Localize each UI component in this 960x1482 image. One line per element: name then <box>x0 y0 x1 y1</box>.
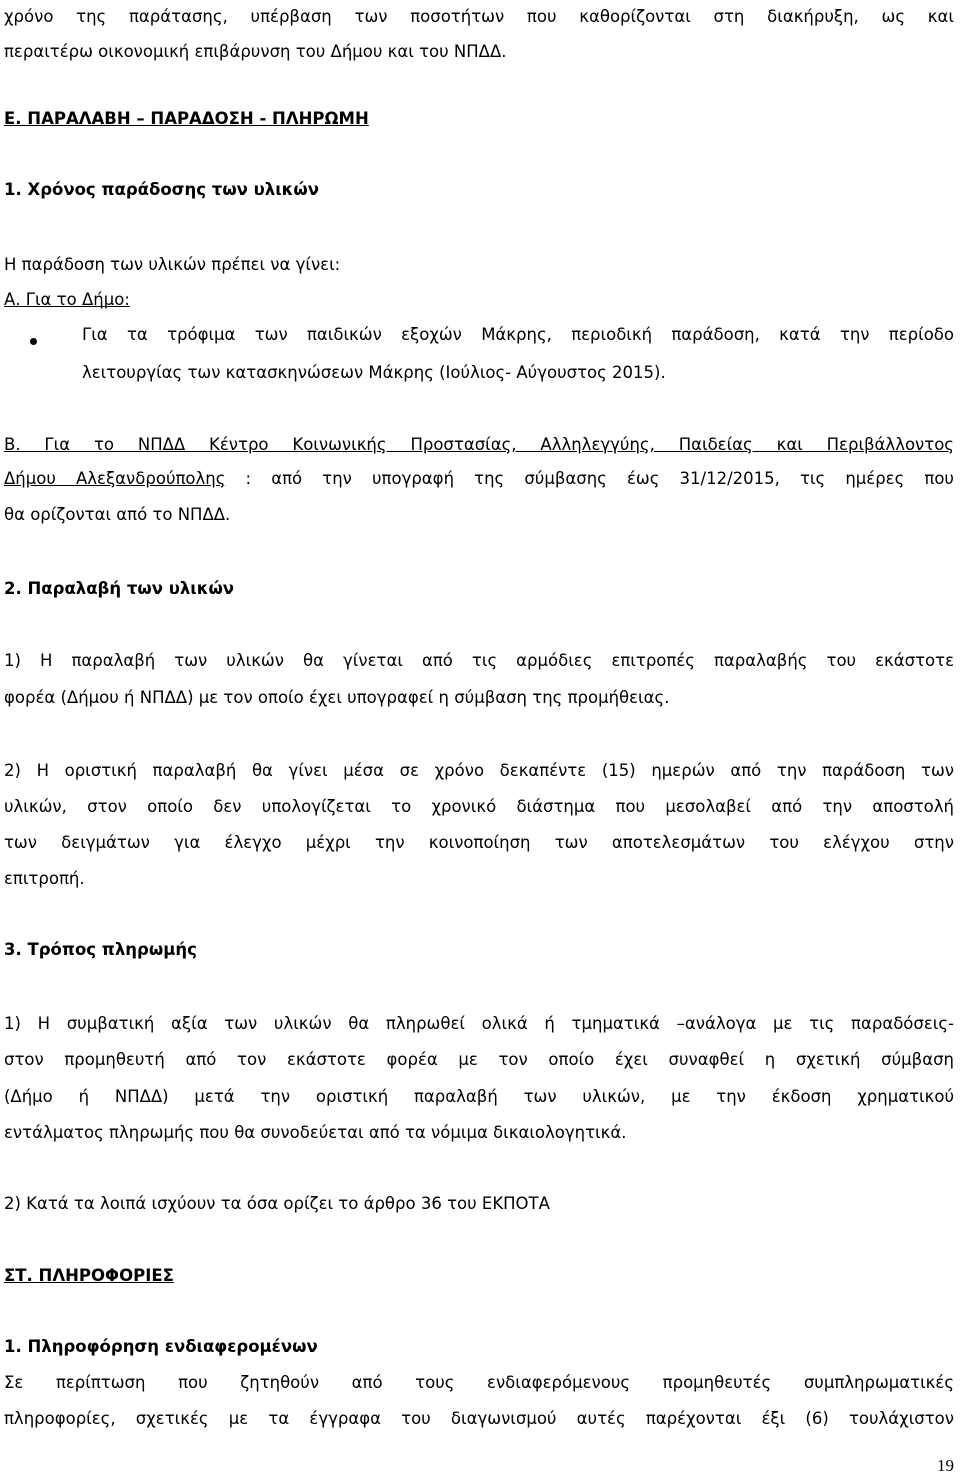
section-heading-e: Ε. ΠΑΡΑΛΑΒΗ – ΠΑΡΑΔΟΣΗ - ΠΛΗΡΩΜΗ <box>4 109 369 128</box>
bullet-line: λειτουργίας των κατασκηνώσεων Μάκρης (Ιούλιος- Αύγουστος 2015). <box>82 363 666 382</box>
item-line-b: θα ορίζονται από το ΝΠΔΔ. <box>4 505 231 524</box>
paragraph-line: φορέα (Δήμου ή ΝΠΔΔ) με τον οποίο έχει υπογραφεί η σύμβαση της προμήθειας. <box>4 688 670 707</box>
paragraph-line: επιτροπή. <box>4 869 85 888</box>
paragraph-line: στον προμηθευτή από τον εκάστοτε φορέα με τον οποίο έχει συναφθεί η σχετική σύμβαση <box>4 1050 954 1069</box>
paragraph-line: υλικών, στον οποίο δεν υπολογίζεται το χρονικό διάστημα που μεσολαβεί από την αποστολή <box>4 797 954 816</box>
paragraph-line: 1) Η παραλαβή των υλικών θα γίνεται από τις αρμόδιες επιτροπές παραλαβής του εκάστοτε <box>4 651 954 670</box>
item-line-b-underlined: Δήμου Αλεξανδρούπολης <box>4 469 226 488</box>
paragraph-line: (Δήμο ή ΝΠΔΔ) μετά την οριστική παραλαβή των υλικών, με την έκδοση χρηματικού <box>4 1087 954 1106</box>
paragraph-line: περαιτέρω οικονομική επιβάρυνση του Δήμου και του ΝΠΔΔ. <box>4 42 507 61</box>
subsection-heading: 3. Τρόπος πληρωμής <box>4 940 197 959</box>
item-line-b: Β. Για το ΝΠΔΔ Κέντρο Κοινωνικής Προστασίας, Αλληλεγγύης, Παιδείας και Περιβάλλοντος <box>4 435 954 454</box>
page-number: 19 <box>937 1456 954 1475</box>
paragraph-line: εντάλματος πληρωμής που θα συνοδεύεται από τα νόμιμα δικαιολογητικά. <box>4 1123 627 1142</box>
paragraph-line: πληροφορίες, σχετικές με τα έγγραφα του διαγωνισμού αυτές παρέχονται έξι (6) τουλάχιστον <box>4 1409 954 1428</box>
paragraph-line: των δειγμάτων για έλεγχο μέχρι την κοινοποίηση των αποτελεσμάτων του ελέγχου στην <box>4 833 954 852</box>
item-label-a-text: Α. Για το Δήμο: <box>4 290 130 309</box>
item-line-b-rest: : από την υπογραφή της σύμβασης έως 31/12/2015, τις ημέρες που <box>225 469 954 488</box>
item-line-b <box>4 468 954 490</box>
subsection-heading: 1. Πληροφόρηση ενδιαφερομένων <box>4 1337 318 1356</box>
section-heading-st: ΣΤ. ΠΛΗΡΟΦΟΡΙΕΣ <box>4 1266 174 1285</box>
subsection-heading: 1. Χρόνος παράδοσης των υλικών <box>4 180 319 199</box>
paragraph-line: 2) Η οριστική παραλαβή θα γίνει μέσα σε χρόνο δεκαπέντε (15) ημερών από την παράδοση των <box>4 761 954 780</box>
paragraph-line: 2) Κατά τα λοιπά ισχύουν τα όσα ορίζει το άρθρο 36 του ΕΚΠΟΤΑ <box>4 1194 550 1213</box>
paragraph-line: χρόνο της παράτασης, υπέρβαση των ποσοτήτων που καθορίζονται στη διακήρυξη, ως και <box>4 7 954 26</box>
item-label-a <box>4 289 130 311</box>
bullet-line: Για τα τρόφιμα των παιδικών εξοχών Μάκρης, περιοδική παράδοση, κατά την περίοδο <box>82 325 954 344</box>
paragraph-line: Η παράδοση των υλικών πρέπει να γίνει: <box>4 255 341 274</box>
paragraph-line: 1) Η συμβατική αξία των υλικών θα πληρωθεί ολικά ή τμηματικά –ανάλογα με τις παραδόσεις- <box>4 1014 954 1033</box>
paragraph-line: Σε περίπτωση που ζητηθούν από τους ενδιαφερόμενους προμηθευτές συμπληρωματικές <box>4 1373 954 1392</box>
bullet-dot-icon <box>30 338 37 345</box>
subsection-heading: 2. Παραλαβή των υλικών <box>4 579 235 598</box>
